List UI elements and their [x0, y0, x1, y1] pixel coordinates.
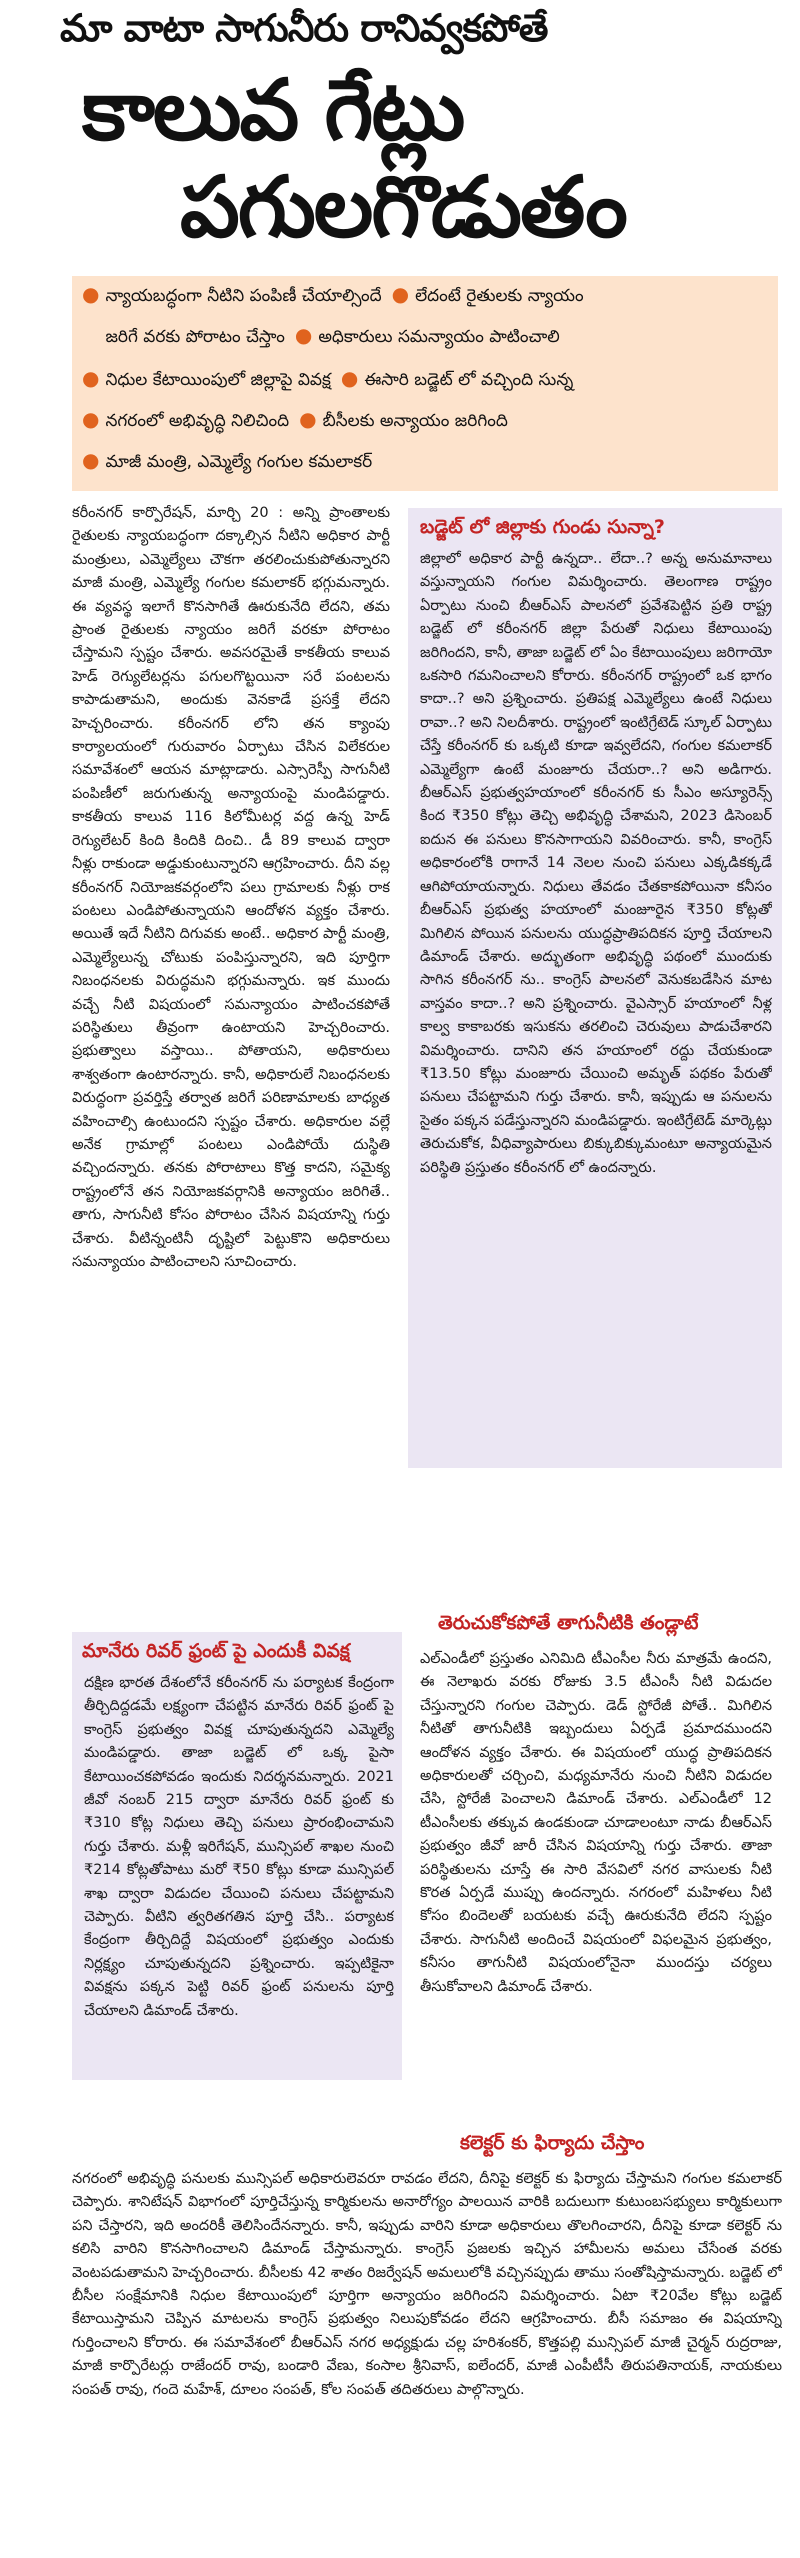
paragraph: దక్షిణ భారత దేశంలోనే కరీంనగర్ ను పర్యాటక కేంద్రంగా తీర్చిదిద్దడమే లక్ష్యంగా చేపట్టిన మానేరు రివర్ ఫ్రంట్ పై కాంగ్రెస్ ప్రభుత్వం వివక్ష చూపుతున్నదని ఎమ్మెల్యే మండిపడ్డారు. తాజా బడ్జెట్ లో ఒక్క పైసా కేటాయించకపోవడం ఇందుకు నిదర్శనమన్నారు. 2021 జీవో నంబర్ 215 ద్వారా మానేరు రివర్ ఫ్రంట్ కు ₹310 కోట్ల నిధులు తెచ్చి పనులు ప్రారంభించామని గుర్తు చేశారు. మళ్లీ ఇరిగేషన్, మున్సిపల్ శాఖల నుంచి ₹214 కోట్లతోపాటు మరో ₹50 కోట్లు కూడా మున్సిపల్ శాఖ ద్వారా విడుదల చేయించి పనులు చేపట్టామని చెప్పారు. వీటిని త్వరితగతిన పూర్తి చేసి.. పర్యాటక కేంద్రంగా తీర్చిదిద్దే విషయంలో ప్రభుత్వం ఎందుకు నిర్లక్ష్యం చూపుతున్నదని ప్రశ్నించారు. ఇప్పటికైనా వివక్షను పక్కన పెట్టి రివర్ ఫ్రంట్ పనులను పూర్తి చేయాలని డిమాండ్ చేశారు. [84, 1675, 394, 2019]
bullet-icon: ● [299, 407, 317, 431]
paragraph: కరీంనగర్ కార్పొరేషన్, మార్చి 20 : అన్ని ప్రాంతాలకు రైతులకు న్యాయబద్ధంగా దక్కాల్సిన నీటిని అధికార పార్టీ మంత్రులు, ఎమ్మెల్యేలు చౌకగా తరలించుకుపోతున్నారని మాజీ మంత్రి, ఎమ్మెల్యే గంగుల కమలాకర్ భగ్గుమన్నారు. ఈ వ్యవస్థ ఇలాగే కొనసాగితే ఊరుకునేది లేదని, తమ ప్రాంత రైతులకు న్యాయం జరిగే వరకూ పోరాటం చేస్తామని స్పష్టం చేశారు. అవసరమైతే కాకతీయ కాలువ హెడ్ రెగ్యులేటర్లను పగులగొట్టయినా సరే పంటలను కాపాడుతామని, అందుకు వెనకాడే ప్రసక్తే లేదని హెచ్చరించారు. కరీంనగర్ లోని తన క్యాంపు కార్యాలయంలో గురువారం ఏర్పాటు చేసిన విలేకరుల సమావేశంలో ఆయన మాట్లాడారు. ఎస్సారెస్పీ సాగునీటి పంపిణీలో జరుగుతున్న అన్యాయంపై మండిపడ్డారు. కాకతీయ కాలువ 116 కిలోమీటర్ల వద్ద ఉన్న హెడ్ రెగ్యులేటర్ కింది కిందికి దించి.. డీ 89 కాలువ ద్వారా నీళ్లు రాకుండా అడ్డుకుంటున్నారని ఆగ్రహించారు. దీని వల్ల కరీంనగర్ నియోజకవర్గంలోని పలు గ్రామాలకు నీళ్లు రాక పంటలు ఎండిపోతున్నాయని ఆందోళన వ్యక్తం చేశారు. అయితే ఇదే నీటిని దిగువకు అంటే.. అధికార పార్టీ మంత్రి, ఎమ్మెల్యేలున్న చోటుకు పంపిస్తున్నారని, ఇది పూర్తిగా నిబంధనలకు విరుద్ధమని భగ్గుమన్నారు. ఇక ముందు వచ్చే నీటి విషయంలో సమన్యాయం పాటించకపోతే పరిస్థితులు తీవ్రంగా ఉంటాయని హెచ్చరించారు. ప్రభుత్వాలు వస్తాయి.. పోతాయని, అధికారులు శాశ్వతంగా ఉంటారన్నారు. కానీ, అధికారులే నిబంధనలకు విరుద్ధంగా ప్రవర్తిస్తే తర్వాత జరిగే పరిణామాలకు బాధ్యత వహించాల్సి ఉంటుందని స్పష్టం చేశారు. అధికారుల వల్లే అనేక గ్రామాల్లో పంటలు ఎండిపోయే దుస్థితి వచ్చిందన్నారు. తనకు పోరాటాలు కొత్త కాదని, సమైక్య రాష్ట్రంలోనే తన నియోజకవర్గానికి అన్యాయం జరిగితే.. తాగు, సాగునీటి కోసం పోరాటం చేసిన విషయాన్ని గుర్తు చేశారు. వీటిన్నంటినీ దృష్టిలో పెట్టుకొని అధికారులు సమన్యాయం పాటించాలని సూచించారు. [72, 505, 390, 1270]
article-body-bottom [72, 2168, 782, 2554]
paragraph: ఎల్ఎండీలో ప్రస్తుతం ఎనిమిది టీఎంసీల నీరు మాత్రమే ఉందని, ఈ నెలాఖరు వరకు రోజుకు 3.5 టీఎంసీ నీటి విడుదల చేస్తున్నారని గంగుల చెప్పారు. డెడ్ స్టోరేజీ పోతే.. మిగిలిన నీటితో తాగునీటికి ఇబ్బందులు ఏర్పడే ప్రమాదముందని ఆందోళన వ్యక్తం చేశారు. ఈ విషయంలో యుద్ధ ప్రాతిపదికన అధికారులతో చర్చించి, మధ్యమానేరు నుంచి నీటిని విడుదల చేసి, స్టోరేజీ పెంచాలని డిమాండ్ చేశారు. ఎల్ఎండీలో 12 టీఎంసీలకు తక్కువ ఉండకుండా చూడాలంటూ నాడు బీఆర్ఎస్ ప్రభుత్వం జీవో జారీ చేసిన విషయాన్ని గుర్తు చేశారు. తాజా పరిస్థితులను చూస్తే ఈ సారి వేసవిలో నగర వాసులకు నీటి కొరత ఏర్పడే ముప్పు ఉందన్నారు. నగరంలో మహిళలు నీటి కోసం బిందెలతో బయటకు వచ్చే ఊరుకునేది లేదని స్పష్టం చేశారు. సాగునీటి అందించే విషయంలో విఫలమైన ప్రభుత్వం, కనీసం తాగునీటి విషయంలోనైనా ముందస్తు చర్యలు తీసుకోవాలని డిమాండ్ చేశారు. [420, 1651, 772, 1995]
kicker-headline: మా వాటా సాగునీరు రానివ్వకపోతే [60, 6, 548, 50]
highlight-text: అధికారులు సమన్యాయం పాటించాలి [318, 327, 560, 347]
subheading-collector-complaint: కలెక్టర్ కు ఫిర్యాదు చేస్తాం [460, 2132, 645, 2154]
box-title-budget: బడ్జెట్ లో జిల్లాకు గుండు సున్నా? [420, 516, 665, 538]
headline-line-1: కాలువ గేట్లు [82, 61, 464, 159]
highlights-box [72, 276, 778, 491]
highlight-text: లేదంటే రైతులకు న్యాయం [415, 286, 584, 306]
bullet-icon: ● [340, 366, 359, 390]
paragraph: జిల్లాలో అధికార పార్టీ ఉన్నదా.. లేదా..? అన్న అనుమానాలు వస్తున్నాయని గంగుల విమర్శించారు. తెలంగాణ రాష్ట్రం ఏర్పాటు నుంచి బీఆర్ఎస్ పాలనలో ప్రవేశపెట్టిన ప్రతి రాష్ట్ర బడ్జెట్ లో కరీంనగర్ జిల్లా పేరుతో నిధులు కేటాయింపు జరిగిందని, కానీ, తాజా బడ్జెట్ లో ఏం కేటాయింపులు జరిగాయో ఒకసారి గమనించాలని కోరారు. కరీంనగర్ రాష్ట్రంలో ఒక భాగం కాదా..? అని ప్రశ్నించారు. ప్రతిపక్ష ఎమ్మెల్యేలు ఉంటే నిధులు రావా..? అని నిలదీశారు. రాష్ట్రంలో ఇంటిగ్రేటెడ్ స్కూల్ ఏర్పాటు చేస్తే కరీంనగర్ కు ఒక్కటి కూడా ఇవ్వలేదని, గంగుల కమలాకర్ ఎమ్మెల్యేగా ఉంటే మంజూరు చేయరా..? అని అడిగారు. బీఆర్ఎస్ ప్రభుత్వహయాంలో కరీంనగర్ కు సీఎం అస్యూరెన్స్ కింద ₹350 కోట్లు తెచ్చి అభివృద్ధి చేశామని, 2023 డిసెంబర్ ఐదున ఈ పనులు కొనసాగాయని వివరించారు. కానీ, కాంగ్రెస్ అధికారంలోకి రాగానే 14 నెలల నుంచి పనులు ఎక్కడికక్కడే ఆగిపోయాయన్నారు. నిధులు తేవడం చేతకాకపోయినా కనీసం బీఆర్ఎస్ ప్రభుత్వ హయాంలో మంజూరైన ₹350 కోట్లతో మిగిలిన పోయిన పనులను యుద్ధప్రాతిపదికన పూర్తి చేయాలని డిమాండ్ చేశారు. అద్భుతంగా అభివృద్ధి పథంలో ముందుకు సాగిన కరీంనగర్ ను.. కాంగ్రెస్ పాలనలో వెనుకబడేసిన మాట వాస్తవం కాదా..? అని ప్రశ్నించారు. వైఎస్సార్ హయాంలో నీళ్ల కాల్వ కాకాబరకు ఇసుకను తరలించి చెరువులు పాడుచేశారని విమర్శించారు. దానిని తన హయాంలో రద్దు చేయకుండా ₹13.50 కోట్లు మంజూరు చేయించి అమృత్ పథకం పేరుతో పనులు చేపట్టామని గుర్తు చేశారు. కానీ, ఇప్పుడు ఆ పనులను సైతం పక్కన పడేస్తున్నారని మండిపడ్డారు. ఇంటిగ్రేటెడ్ మార్కెట్లు తెరుచుకోక, వీధివ్యాపారులు బిక్కుబిక్కుమంటూ అన్యాయమైన పరిస్థితి ప్రస్తుతం కరీంనగర్ లో ఉందన్నారు. [420, 551, 772, 1176]
article-body-drinking-water [420, 1648, 772, 2118]
highlight-text: జరిగే వరకు పోరాటం చేస్తాం [105, 327, 285, 347]
bullet-icon: ● [82, 407, 100, 431]
highlight-text: ఈసారి బడ్జెట్ లో వచ్చింది సున్న [364, 370, 574, 390]
box-title-riverfront: మానేరు రివర్ ఫ్రంట్ పై ఎందుకీ వివక్ష [82, 1640, 350, 1662]
bullet-icon: ● [82, 448, 100, 472]
highlight-row [82, 448, 372, 476]
highlight-row [82, 407, 508, 435]
bullet-icon: ● [82, 366, 100, 390]
article-body-budget [420, 548, 772, 1458]
paragraph: నగరంలో అభివృద్ధి పనులకు మున్సిపల్ అధికారులెవరూ రావడం లేదని, దీనిపై కలెక్టర్ కు ఫిర్యాదు చేస్తామని గంగుల కమలాకర్ చెప్పారు. శానిటేషన్ విభాగంలో పూర్తిచేస్తున్న కార్మికులను అనారోగ్యం పాలయిన వారికి బదులుగా కుటుంబసభ్యులు కార్మికులుగా పని చేస్తారని, ఇది అందరికీ తెలిసిందేనన్నారు. కానీ, ఇప్పుడు వారిని కూడా అధికారులు తొలగించారని, దీనిపై కూడా కలెక్టర్ ను కలిసి వారిని కొనసాగించాలని డిమాండ్ చేస్తామన్నారు. కాంగ్రెస్ ప్రజలకు ఇచ్చిన హామీలను అమలు చేసేంత వరకు వెంటపడుతామని హెచ్చరించారు. బీసీలకు 42 శాతం రిజర్వేషన్ అమలులోకి వచ్చినప్పుడు తాము సంతోషిస్తామన్నారు. బడ్జెట్ లో బీసీల సంక్షేమానికి నిధుల కేటాయింపులో పూర్తిగా అన్యాయం జరిగిందని విమర్శించారు. ఏటా ₹20వేల కోట్లు బడ్జెట్ కేటాయిస్తామని చెప్పిన మాటలను కాంగ్రెస్ ప్రభుత్వం నిలుపుకోవడం లేదని ఆగ్రహించారు. బీసీ సమాజం ఈ విషయాన్ని గుర్తించాలని కోరారు. ఈ సమావేశంలో బీఆర్ఎస్ నగర అధ్యక్షుడు చల్ల హరిశంకర్, కొత్తపల్లి మున్సిపల్ మాజీ చైర్మన్ రుద్రరాజు, మాజీ కార్పొరేటర్లు రాజేందర్ రావు, బండారి వేణు, కంసాల శ్రీనివాస్, ఐలేందర్, మాజీ ఎంపీటీసీ తిరుపతినాయక్, నాయకులు సంపత్ రావు, గందె మహేశ్, దూలం సంపత్, కోల సంపత్ తదితరులు పాల్గొన్నారు. [72, 2171, 782, 2398]
article-body-left [72, 502, 390, 1507]
bullet-icon: ● [294, 323, 313, 347]
bullet-icon: ● [82, 282, 100, 306]
highlight-row [82, 282, 584, 310]
article-body-riverfront [84, 1672, 394, 2077]
highlight-text: న్యాయబద్ధంగా నీటిని పంపిణీ చేయాల్సిందే [105, 286, 382, 306]
bullet-icon: ● [391, 282, 410, 306]
highlight-text: బీసీలకు అన్యాయం జరిగింది [322, 411, 508, 431]
headline-line-2: పగులగొడుతం [180, 158, 626, 256]
highlight-text: నగరంలో అభివృద్ధి నిలిచింది [105, 411, 290, 431]
highlight-row [82, 323, 560, 351]
highlight-text: మాజీ మంత్రి, ఎమ్మెల్యే గంగుల కమలాకర్ [105, 452, 373, 472]
highlight-row [82, 366, 573, 394]
highlight-text: నిధుల కేటాయింపులో జిల్లాపై వివక్ష [105, 370, 331, 390]
subheading-drinking-water: తెరుచుకోకపోతే తాగునీటికి తండ్లాటే [438, 1612, 699, 1634]
